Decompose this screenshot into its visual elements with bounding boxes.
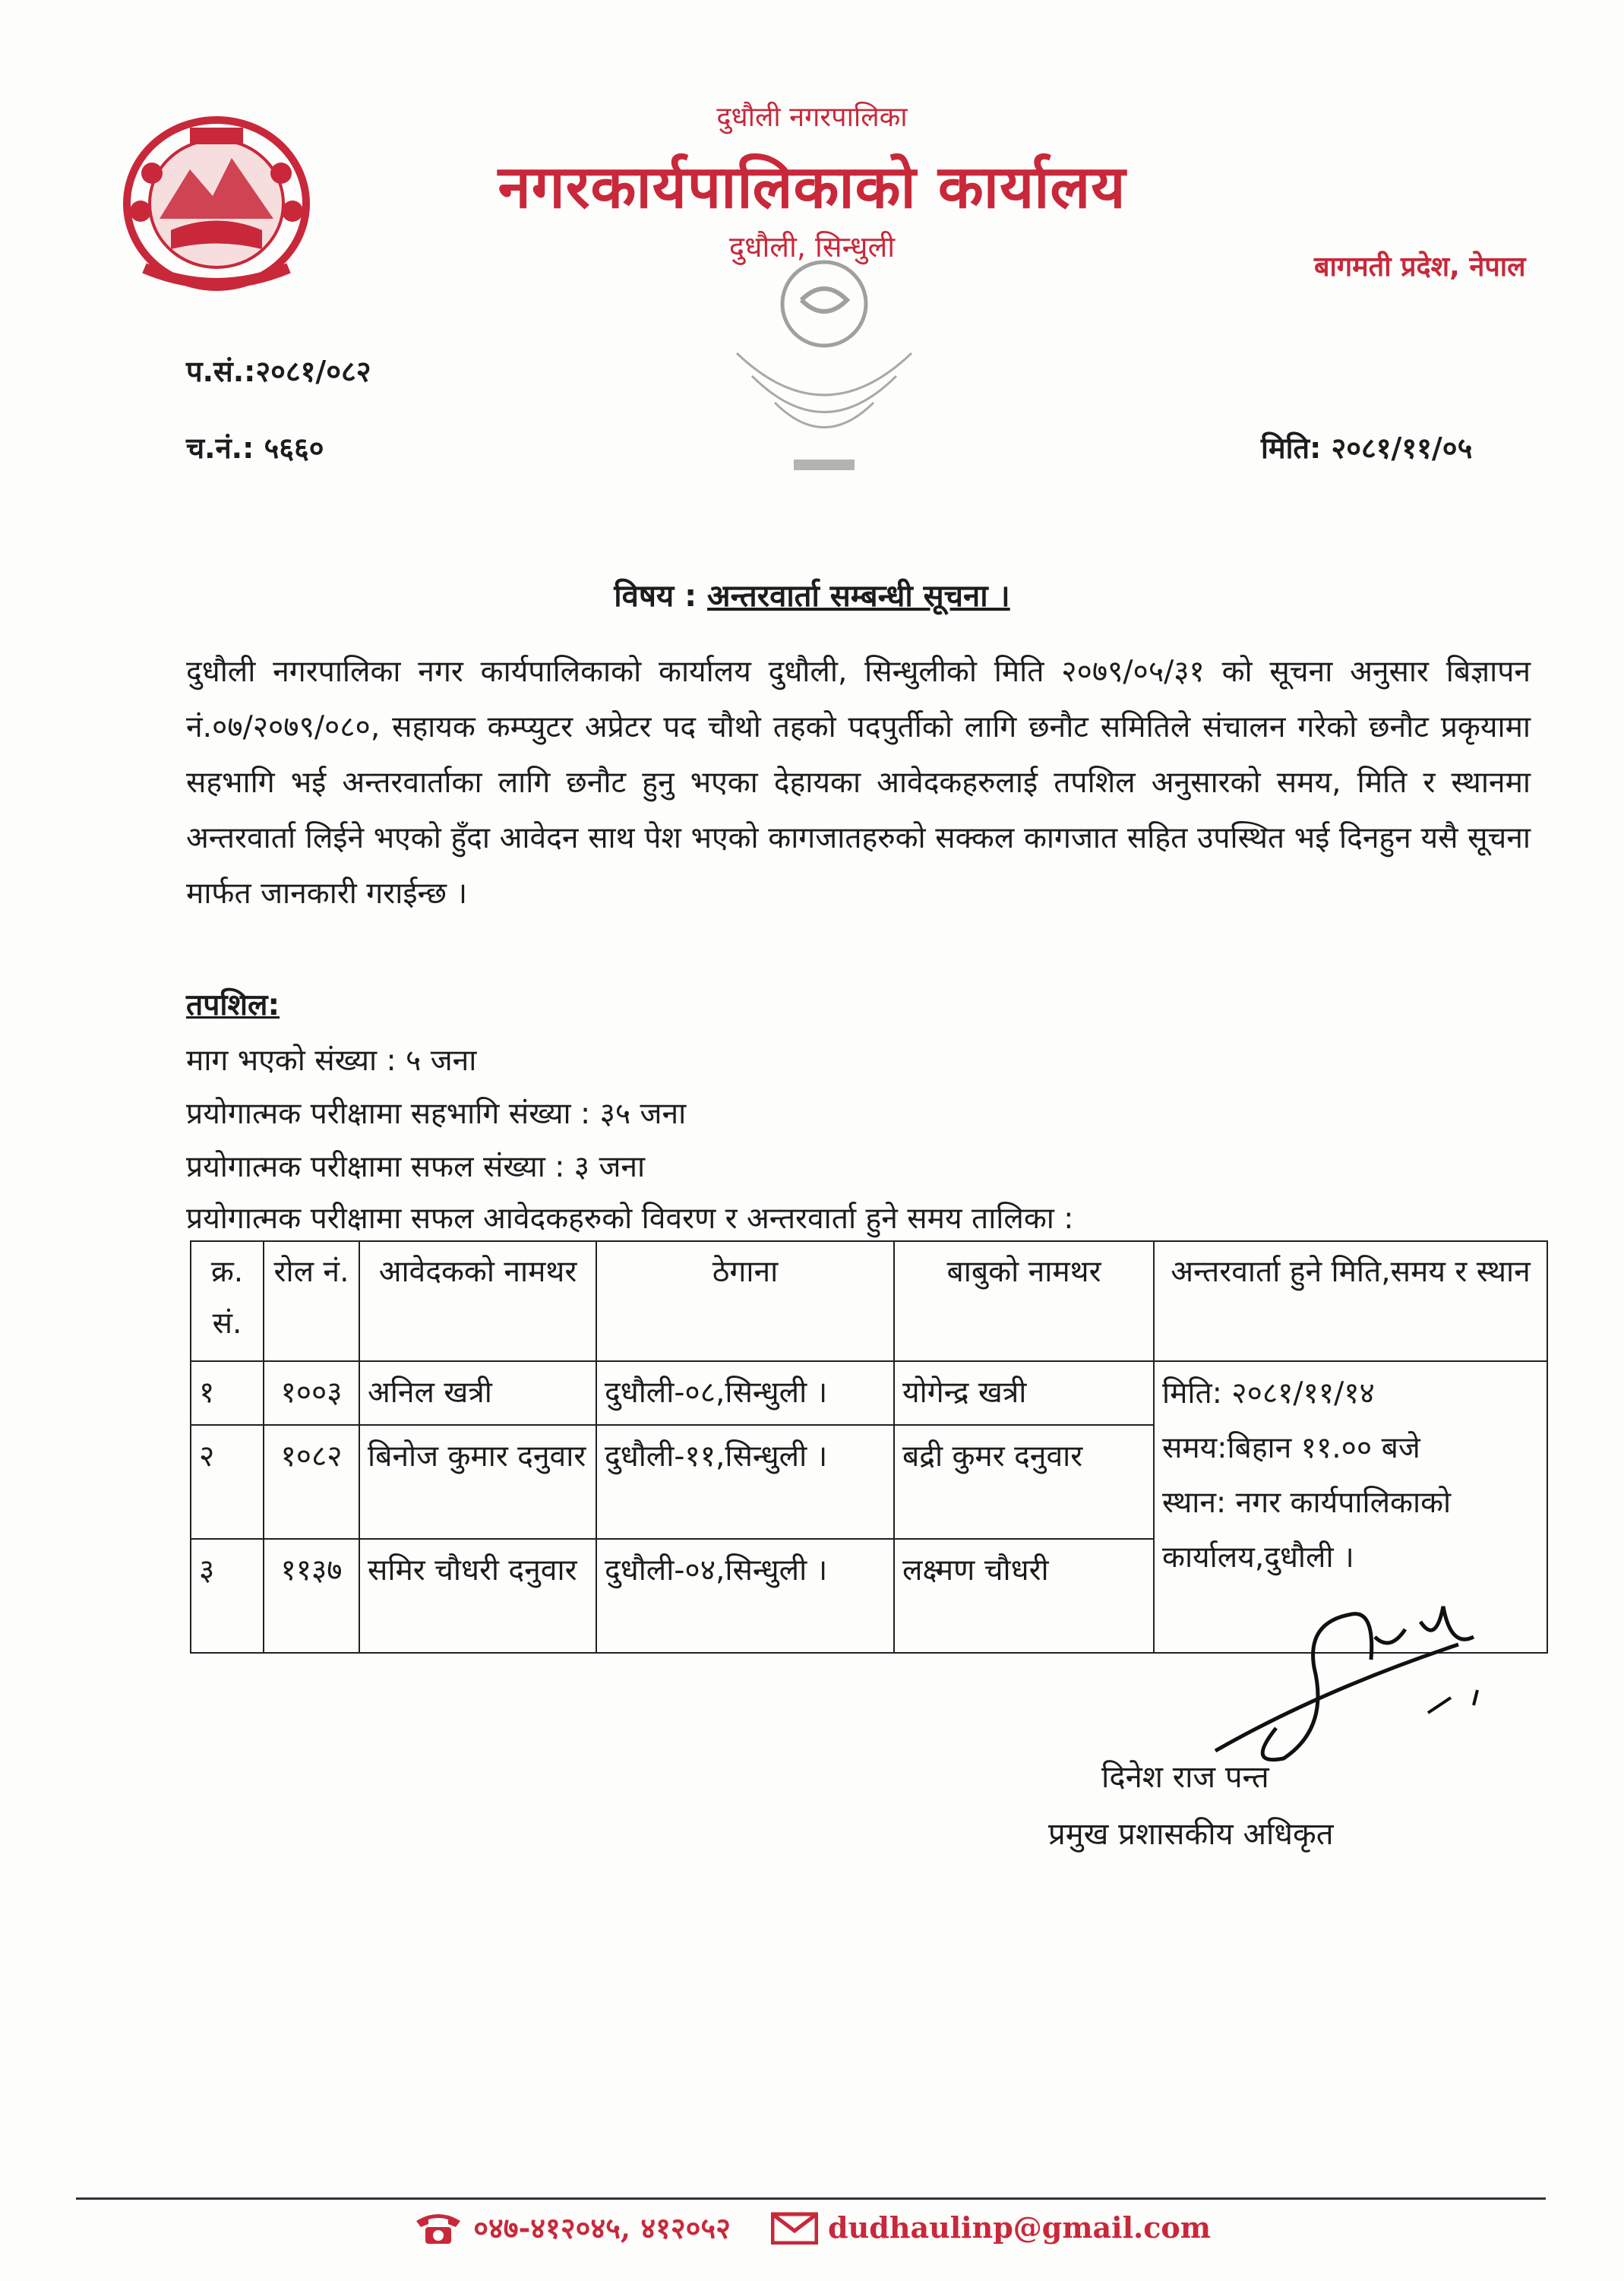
cell-sn: २ — [191, 1425, 264, 1539]
cell-father: लक्ष्मण चौधरी — [894, 1539, 1154, 1653]
footer-contact — [0, 2207, 1624, 2248]
cell-father: बद्री कुमर दनुवार — [894, 1425, 1154, 1539]
interview-date: मिति: २०८१/११/१४ — [1162, 1376, 1375, 1411]
table-row — [191, 1361, 1547, 1425]
envelope-icon — [771, 2211, 818, 2245]
cell-name: समिर चौधरी दनुवार — [359, 1539, 596, 1653]
table-caption: प्रयोगात्मक परीक्षामा सफल आवेदकहरुको विवरण र अन्तरवार्ता हुने समय तालिका : — [186, 1202, 1074, 1236]
phone-icon — [413, 2210, 463, 2245]
subject-line — [0, 573, 1624, 615]
notice-body: दुधौली नगरपालिका नगर कार्यपालिकाको कार्यालय दुधौली, सिन्धुलीको मिति २०७९/०५/३१ को सूचना अनुसार बिज्ञापन नं.०७/२०७९/०८०, सहायक कम्प्युटर अप्रेटर पद चौथो तहको पदपुर्तीको लागि छनौट समितिले संचालन गरेको छनौट प्रकृयामा सहभागि भई अन्तरवार्ताका लागि छनौट हुनु भएका देहायका आवेदकहरुलाई तपशिल अनुसारको समय, मिति र स्थानमा अन्तरवार्ता लिईने भएको हुँदा आवेदन साथ पेश भएको कागजातहरुको सक्कल कागजात सहित उपस्थित भई दिनहुन यसै सूचना मार्फत जानकारी गराईन्छ । — [186, 655, 1531, 911]
subject-label: विषय : — [614, 579, 697, 614]
office-location: दुधौली, सिन्धुली — [728, 230, 896, 264]
footer-email: dudhaulinp@gmail.com — [828, 2210, 1211, 2245]
cell-roll: १००३ — [264, 1361, 359, 1425]
header-sn: क्र. सं. — [191, 1241, 264, 1361]
footer-phone: ०४७-४१२०४५, ४१२०५२ — [473, 2210, 731, 2245]
cell-name: बिनोज कुमार दनुवार — [359, 1425, 596, 1539]
cell-address: दुधौली-०८,सिन्धुली । — [596, 1361, 894, 1425]
province-label: बागमती प्रदेश, नेपाल — [1314, 251, 1526, 283]
cell-father: योगेन्द्र खत्री — [894, 1361, 1154, 1425]
header-name: आवेदकको नामथर — [359, 1241, 596, 1361]
header-roll: रोल नं. — [264, 1241, 359, 1361]
cell-roll: १०८२ — [264, 1425, 359, 1539]
cell-sn: १ — [191, 1361, 264, 1425]
cell-address: दुधौली-११,सिन्धुली । — [596, 1425, 894, 1539]
subject-text: अन्तरवार्ता सम्बन्धी सूचना । — [707, 579, 1010, 614]
dispatch-number: च.नं.: ५६६० — [186, 431, 324, 465]
signatory-name: दिनेश राज पन्त — [1101, 1760, 1269, 1795]
cell-roll: ११३७ — [264, 1539, 359, 1653]
letter-date: मिति: २०८१/११/०५ — [1261, 431, 1473, 465]
details-heading: तपशिल: — [186, 988, 280, 1022]
reference-number: प.सं.:२०८१/०८२ — [186, 355, 371, 388]
participant-count: प्रयोगात्मक परीक्षामा सहभागि संख्या : ३५ जना — [186, 1097, 687, 1131]
signatory-title: प्रमुख प्रशासकीय अधिकृत — [1048, 1817, 1334, 1852]
table-header-row — [191, 1241, 1547, 1361]
footer-divider — [76, 2197, 1546, 2200]
header-address: ठेगाना — [596, 1241, 894, 1361]
header-interview: अन्तरवार्ता हुने मिति,समय र स्थान — [1154, 1241, 1547, 1361]
municipality-name: दुधौली नगरपालिका — [716, 102, 908, 133]
passed-count: प्रयोगात्मक परीक्षामा सफल संख्या : ३ जना — [186, 1150, 646, 1184]
header-father: बाबुको नामथर — [894, 1241, 1154, 1361]
cell-name: अनिल खत्री — [359, 1361, 596, 1425]
interview-place: स्थान: नगर कार्यपालिकाको कार्यालय,दुधौली । — [1162, 1486, 1452, 1575]
demand-count: माग भएको संख्या : ५ जना — [186, 1044, 477, 1078]
cell-sn: ३ — [191, 1539, 264, 1653]
office-title: नगरकार्यपालिकाको कार्यालय — [498, 153, 1126, 222]
cell-address: दुधौली-०४,सिन्धुली । — [596, 1539, 894, 1653]
office-stamp — [722, 247, 927, 490]
interview-time: समय:बिहान ११.०० बजे — [1162, 1431, 1420, 1465]
handwritten-signature — [1200, 1576, 1504, 1774]
